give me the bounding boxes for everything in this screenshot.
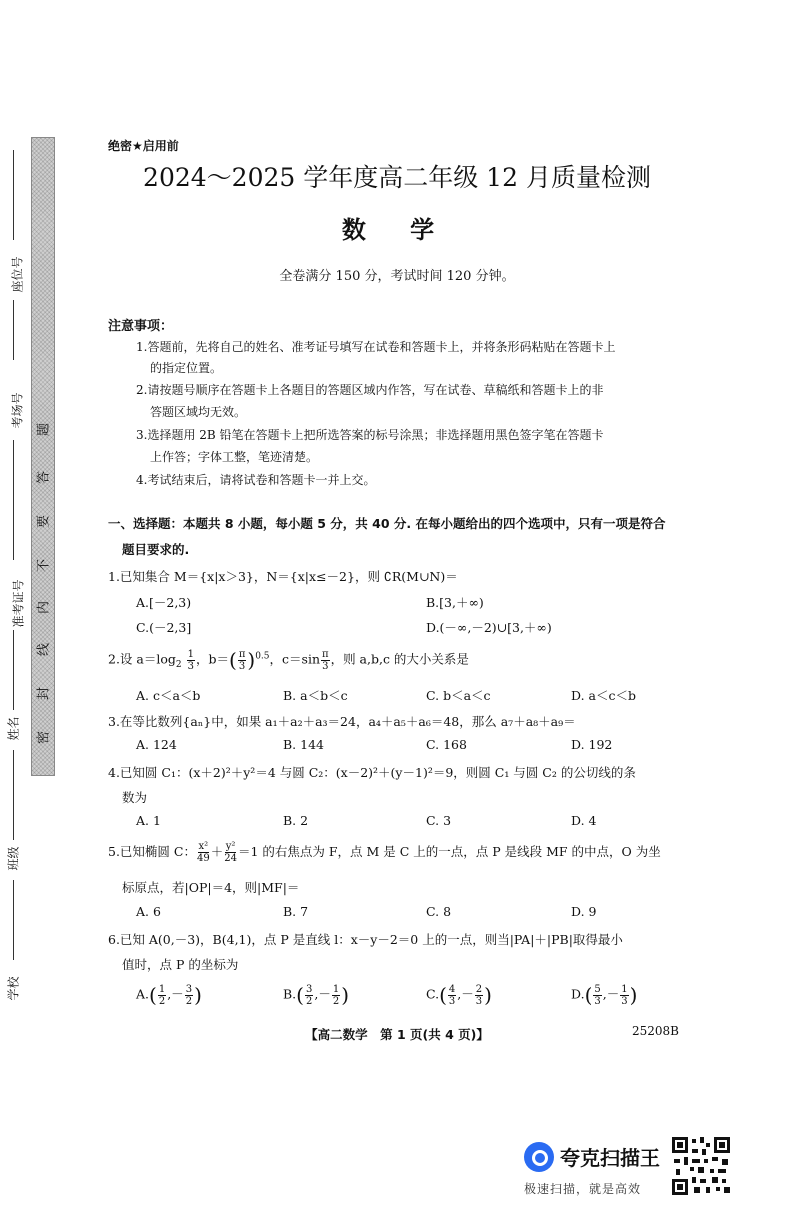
- q5-frac-x: $\frac{\text{x²}}{49}$: [196, 841, 210, 864]
- q2-post: ，则 a,b,c 的大小关系是: [330, 651, 469, 667]
- exam-title: 2024～2025 学年度高二年级 12 月质量检测: [143, 163, 651, 192]
- field-room: 考场号: [10, 392, 25, 429]
- strip-char: 要: [36, 515, 52, 529]
- q2-log-base: 2: [175, 660, 182, 670]
- note-line: 2.请按题号顺序在答题卡上各题目的答题区域内作答，写在试卷、草稿纸和答题卡上的非: [136, 383, 604, 397]
- section-heading: 一、选择题：本题共 8 小题，每小题 5 分，共 40 分. 在每小题给出的四个选项中，只有一项是符合: [108, 516, 666, 531]
- note-line: 答题区域均无效。: [150, 405, 247, 419]
- q2-pre: 2.设 a＝log: [108, 651, 176, 667]
- q5-option-d: D. 9: [571, 904, 597, 919]
- scanner-logo-icon: [524, 1142, 554, 1172]
- q4-stem: 4.已知圆 C₁：(x＋2)²＋y²＝4 与圆 C₂：(x－2)²＋(y－1)²＝9，则圆 C₁ 与圆 C₂ 的公切线的条: [108, 765, 636, 780]
- strip-char: 线: [36, 643, 52, 657]
- scanner-brand: 夸克扫描王: [560, 1146, 660, 1170]
- q5-option-c: C. 8: [426, 904, 452, 919]
- q4-option-d: D. 4: [571, 813, 597, 828]
- note-line: 3.选择题用 2B 铅笔在答题卡上把所选答案的标号涂黑；非选择题用黑色签字笔在答题卡: [136, 428, 604, 442]
- q1-option-d: D.(－∞,－2)∪[3,＋∞): [426, 620, 552, 635]
- q3-stem: 3.在等比数列{aₙ}中，如果 a₁＋a₂＋a₃＝24，a₄＋a₅＋a₆＝48，那么 a₇＋a₈＋a₉＝: [108, 714, 576, 729]
- secret-label: 绝密★启用前: [108, 139, 179, 153]
- q5-post: ＝1 的右焦点为 F，点 M 是 C 上的一点，点 P 是线段 MF 的中点，O 为坐: [237, 844, 661, 859]
- q4-option-b: B. 2: [283, 813, 309, 828]
- q1-option-a: A.[－2,3): [136, 595, 192, 610]
- q5-stem: [108, 841, 661, 864]
- q2-option-d: D. a＜c＜b: [571, 688, 636, 703]
- q2-frac-c: $\frac{\pi}{3}$: [322, 648, 329, 672]
- field-name: 姓名: [6, 716, 21, 741]
- scanner-slogan: 极速扫描，就是高效: [524, 1182, 642, 1196]
- q2-exp: 0.5: [255, 651, 270, 662]
- strip-char: 不: [36, 559, 52, 573]
- q6-option-c: C.( $\frac{4}{3}$ ,－ $\frac{2}{3}$ ): [426, 983, 492, 1007]
- q6-stem-cont: 值时，点 P 的坐标为: [122, 957, 239, 972]
- paper-code: 25208B: [632, 1024, 679, 1038]
- q6-option-b: B.( $\frac{3}{2}$ ,－ $\frac{1}{2}$ ): [283, 983, 350, 1007]
- q6-option-d: D.( $\frac{5}{3}$ ,－ $\frac{1}{3}$ ): [571, 983, 638, 1007]
- section-heading-cont: 题目要求的.: [122, 542, 190, 557]
- q4-option-a: A. 1: [136, 813, 161, 828]
- exam-info: 全卷满分 150 分，考试时间 120 分钟。: [279, 269, 515, 284]
- note-line: 的指定位置。: [150, 361, 223, 375]
- q4-option-c: C. 3: [426, 813, 452, 828]
- field-ticket: 准考证号: [11, 579, 26, 628]
- q4-stem-cont: 数为: [122, 790, 148, 805]
- q5-pre: 5.已知椭圆 C：: [108, 844, 196, 859]
- q6-stem: 6.已知 A(0,－3)，B(4,1)，点 P 是直线 l：x－y－2＝0 上的一点，则当|PA|＋|PB|取得最小: [108, 932, 623, 947]
- q2-option-b: B. a＜b＜c: [283, 688, 348, 703]
- note-line: 上作答；字体工整，笔迹清楚。: [150, 450, 319, 464]
- note-line: 1.答题前，先将自己的姓名、准考证号填写在试卷和答题卡上，并将条形码粘贴在答题卡上: [136, 340, 616, 354]
- q2-stem: 2.设 $a=\log_2$ $\frac{1}{3}$ ，b＝( $\frac{\pi}{3}$ )$^{0.5}$，c＝sin $\frac{\pi}{3}$ ，则 a,b,c 的大小关系是: [108, 648, 469, 672]
- q6-option-a: A.( $\frac{1}{2}$ ,－ $\frac{3}{2}$ ): [136, 983, 202, 1007]
- q2-b: ，b＝: [195, 651, 229, 667]
- q3-option-c: C. 168: [426, 737, 467, 752]
- q1-option-c: C.(－2,3]: [136, 620, 192, 635]
- strip-char: 密: [36, 731, 52, 745]
- strip-char: 题: [36, 423, 52, 437]
- q2-option-c: C. b＜a＜c: [426, 688, 491, 703]
- strip-char: 内: [36, 601, 52, 615]
- page-footer: 【高二数学 第 1 页(共 4 页)】: [305, 1027, 489, 1042]
- subject-title: 数 学: [341, 216, 453, 244]
- field-line-ticket: [13, 440, 14, 560]
- strip-char: 封: [36, 687, 52, 701]
- field-class: 班级: [6, 846, 21, 871]
- q5-plus: ＋: [210, 844, 224, 859]
- notes-title: 注意事项：: [108, 319, 174, 334]
- q5-option-a: A. 6: [136, 904, 161, 919]
- q2-frac-b: $\frac{\pi}{3}$: [238, 648, 246, 672]
- q5-option-b: B. 7: [283, 904, 309, 919]
- field-line-room: [13, 300, 14, 360]
- q3-option-a: A. 124: [136, 737, 177, 752]
- q2-c: ，c＝sin: [269, 651, 320, 667]
- field-line-school: [13, 880, 14, 960]
- q3-option-d: D. 192: [571, 737, 613, 752]
- field-line-name: [13, 630, 14, 710]
- q1-option-b: B.[3,＋∞): [426, 595, 484, 610]
- field-seat: 座位号: [10, 256, 25, 293]
- field-line-class: [13, 750, 14, 840]
- q2-frac-a: $\frac{1}{3}$: [187, 648, 194, 672]
- note-line: 4.考试结束后，请将试卷和答题卡一并上交。: [136, 473, 376, 487]
- q5-stem-cont: 标原点，若|OP|＝4，则|MF|＝: [122, 880, 300, 895]
- q2-option-a: A. c＜a＜b: [136, 688, 201, 703]
- strip-char: 答: [36, 471, 52, 485]
- field-school: 学校: [6, 976, 21, 1001]
- q1-stem: 1.已知集合 M＝{x|x＞3}，N＝{x|x≤－2}，则 ∁R(M∪N)＝: [108, 569, 458, 584]
- qr-code-icon: [670, 1135, 732, 1197]
- q3-option-b: B. 144: [283, 737, 324, 752]
- q5-frac-y: $\frac{\text{y²}}{24}$: [224, 841, 237, 864]
